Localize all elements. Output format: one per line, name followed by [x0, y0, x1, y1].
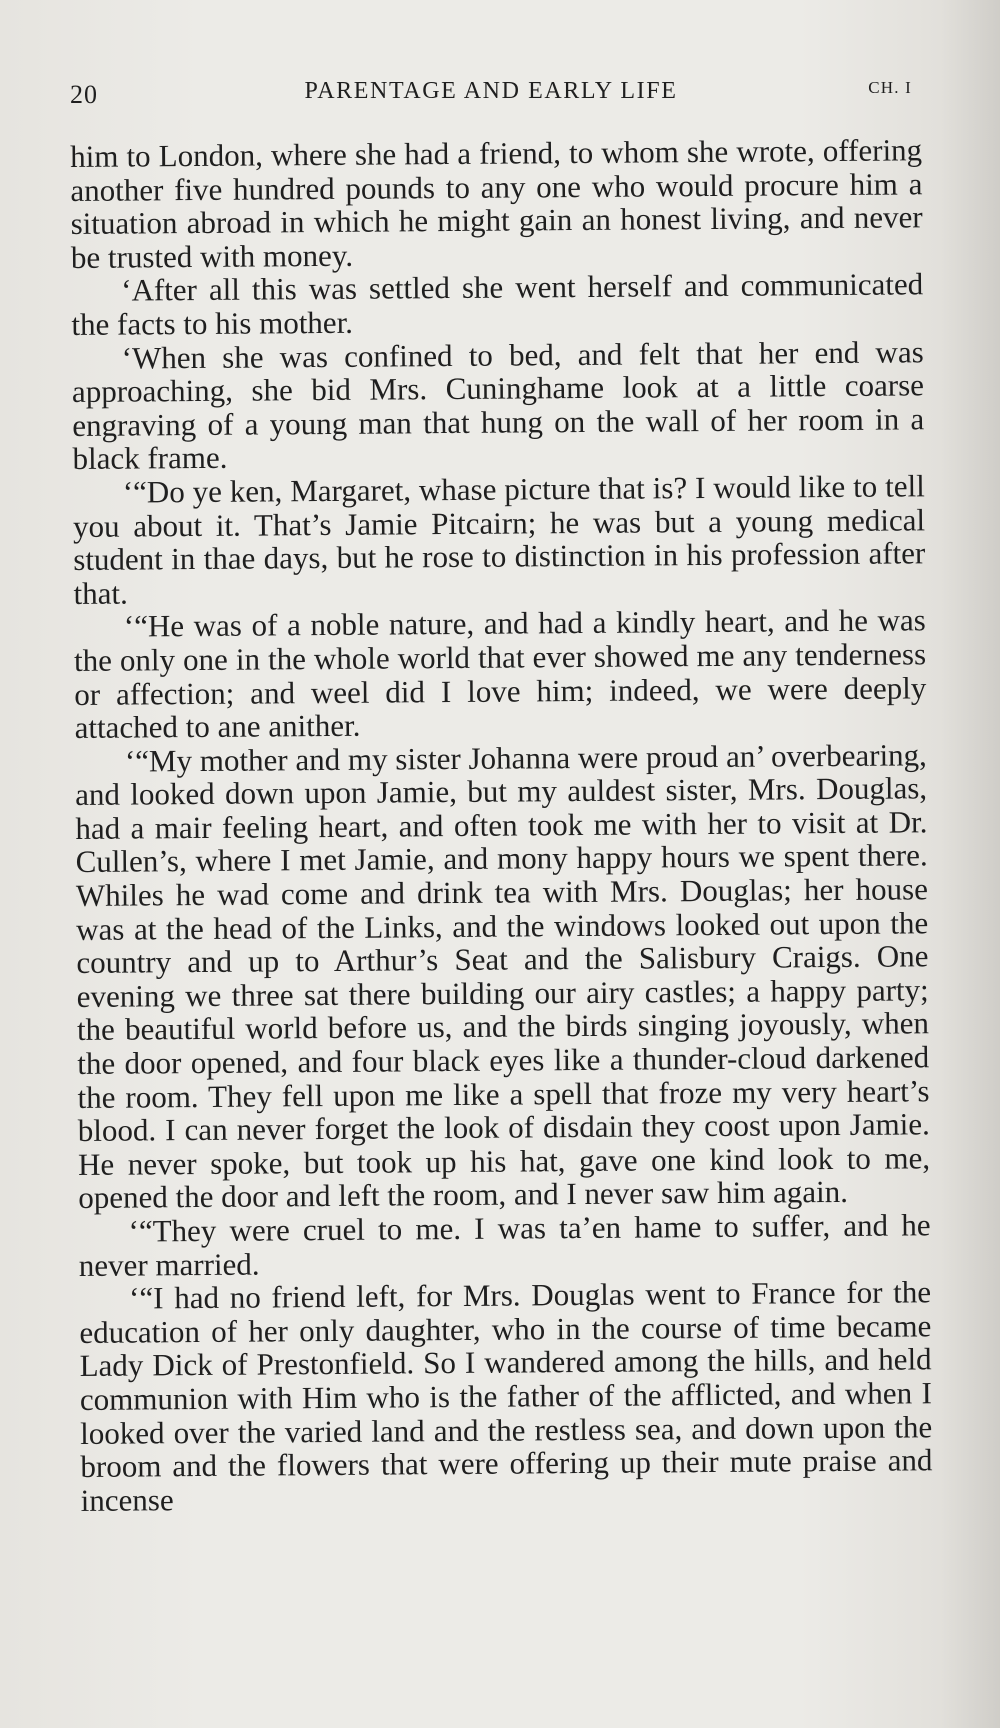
chapter-label: CH. I — [868, 78, 912, 97]
paragraph: ‘“I had no friend left, for Mrs. Douglas went to France for the education of her only daughter, who in the course of time became Lady Dick of Prestonfield. So I wandered among the hills, and held communion with Him who is the father of the afflicted, and when I looked over the varied land and the restless sea, and down upon the broom and the flowers that were offering up their mute praise and incense — [79, 1274, 933, 1518]
body-text — [70, 133, 933, 1517]
paragraph: ‘“My mother and my sister Johanna were proud an’ overbearing, and looked down upon Jamie, but my auldest sister, Mrs. Douglas, had a mair feeling heart, and often took me with her to visit at Dr. Cullen’s, where I met Jamie, and mony happy hours we spent there. Whiles he wad come and drink tea with Mrs. Douglas; her house was at the head of the Links, and the windows looked out upon the country and up to Arthur’s Seat and the Salisbury Craigs. One evening we three sat there building our airy castles; a happy party; the beautiful world before us, and the birds singing joyously, when the door opened, and four black eyes like a thunder-cloud darkened the room. They fell upon me like a spell that froze my very heart’s blood. I can never forget the look of disdain they coost upon Jamie. He never spoke, but took up his hat, gave one kind look to me, opened the door and left the room, and I never saw him again. — [75, 736, 931, 1216]
paragraph: ‘“He was of a noble nature, and had a kindly heart, and he was the only one in the whole world that ever showed me any tenderness or affection; and weel did I love him; indeed, we were deeply attached to ane anither. — [73, 602, 927, 746]
page-number: 20 — [70, 80, 98, 109]
page-header — [70, 72, 912, 112]
paragraph: ‘“Do ye ken, Margaret, whase picture that is? I would like to tell you about it. That’s Jamie Pitcairn; he was but a young medical student in thae days, but he rose to distinction in his profession after that. — [72, 468, 926, 611]
paragraph: ‘“They were cruel to me. I was ta’en hame to suffer, and he never married. — [78, 1207, 931, 1283]
paragraph: ‘When she was confined to bed, and felt that her end was approaching, she bid Mrs. Cuninghame look at a little coarse engraving of a young man that hung on the wall of her room in a black frame. — [71, 333, 925, 477]
paragraph: ‘After all this was settled she went herself and communicated the facts to his mother. — [71, 266, 924, 342]
paragraph: him to London, where she had a friend, to whom she wrote, offering another five hundred pounds to any one who would procure him a situation abroad in which he might gain an honest living, and never be trusted with money. — [69, 132, 923, 275]
running-title: PARENTAGE AND EARLY LIFE — [304, 78, 678, 104]
